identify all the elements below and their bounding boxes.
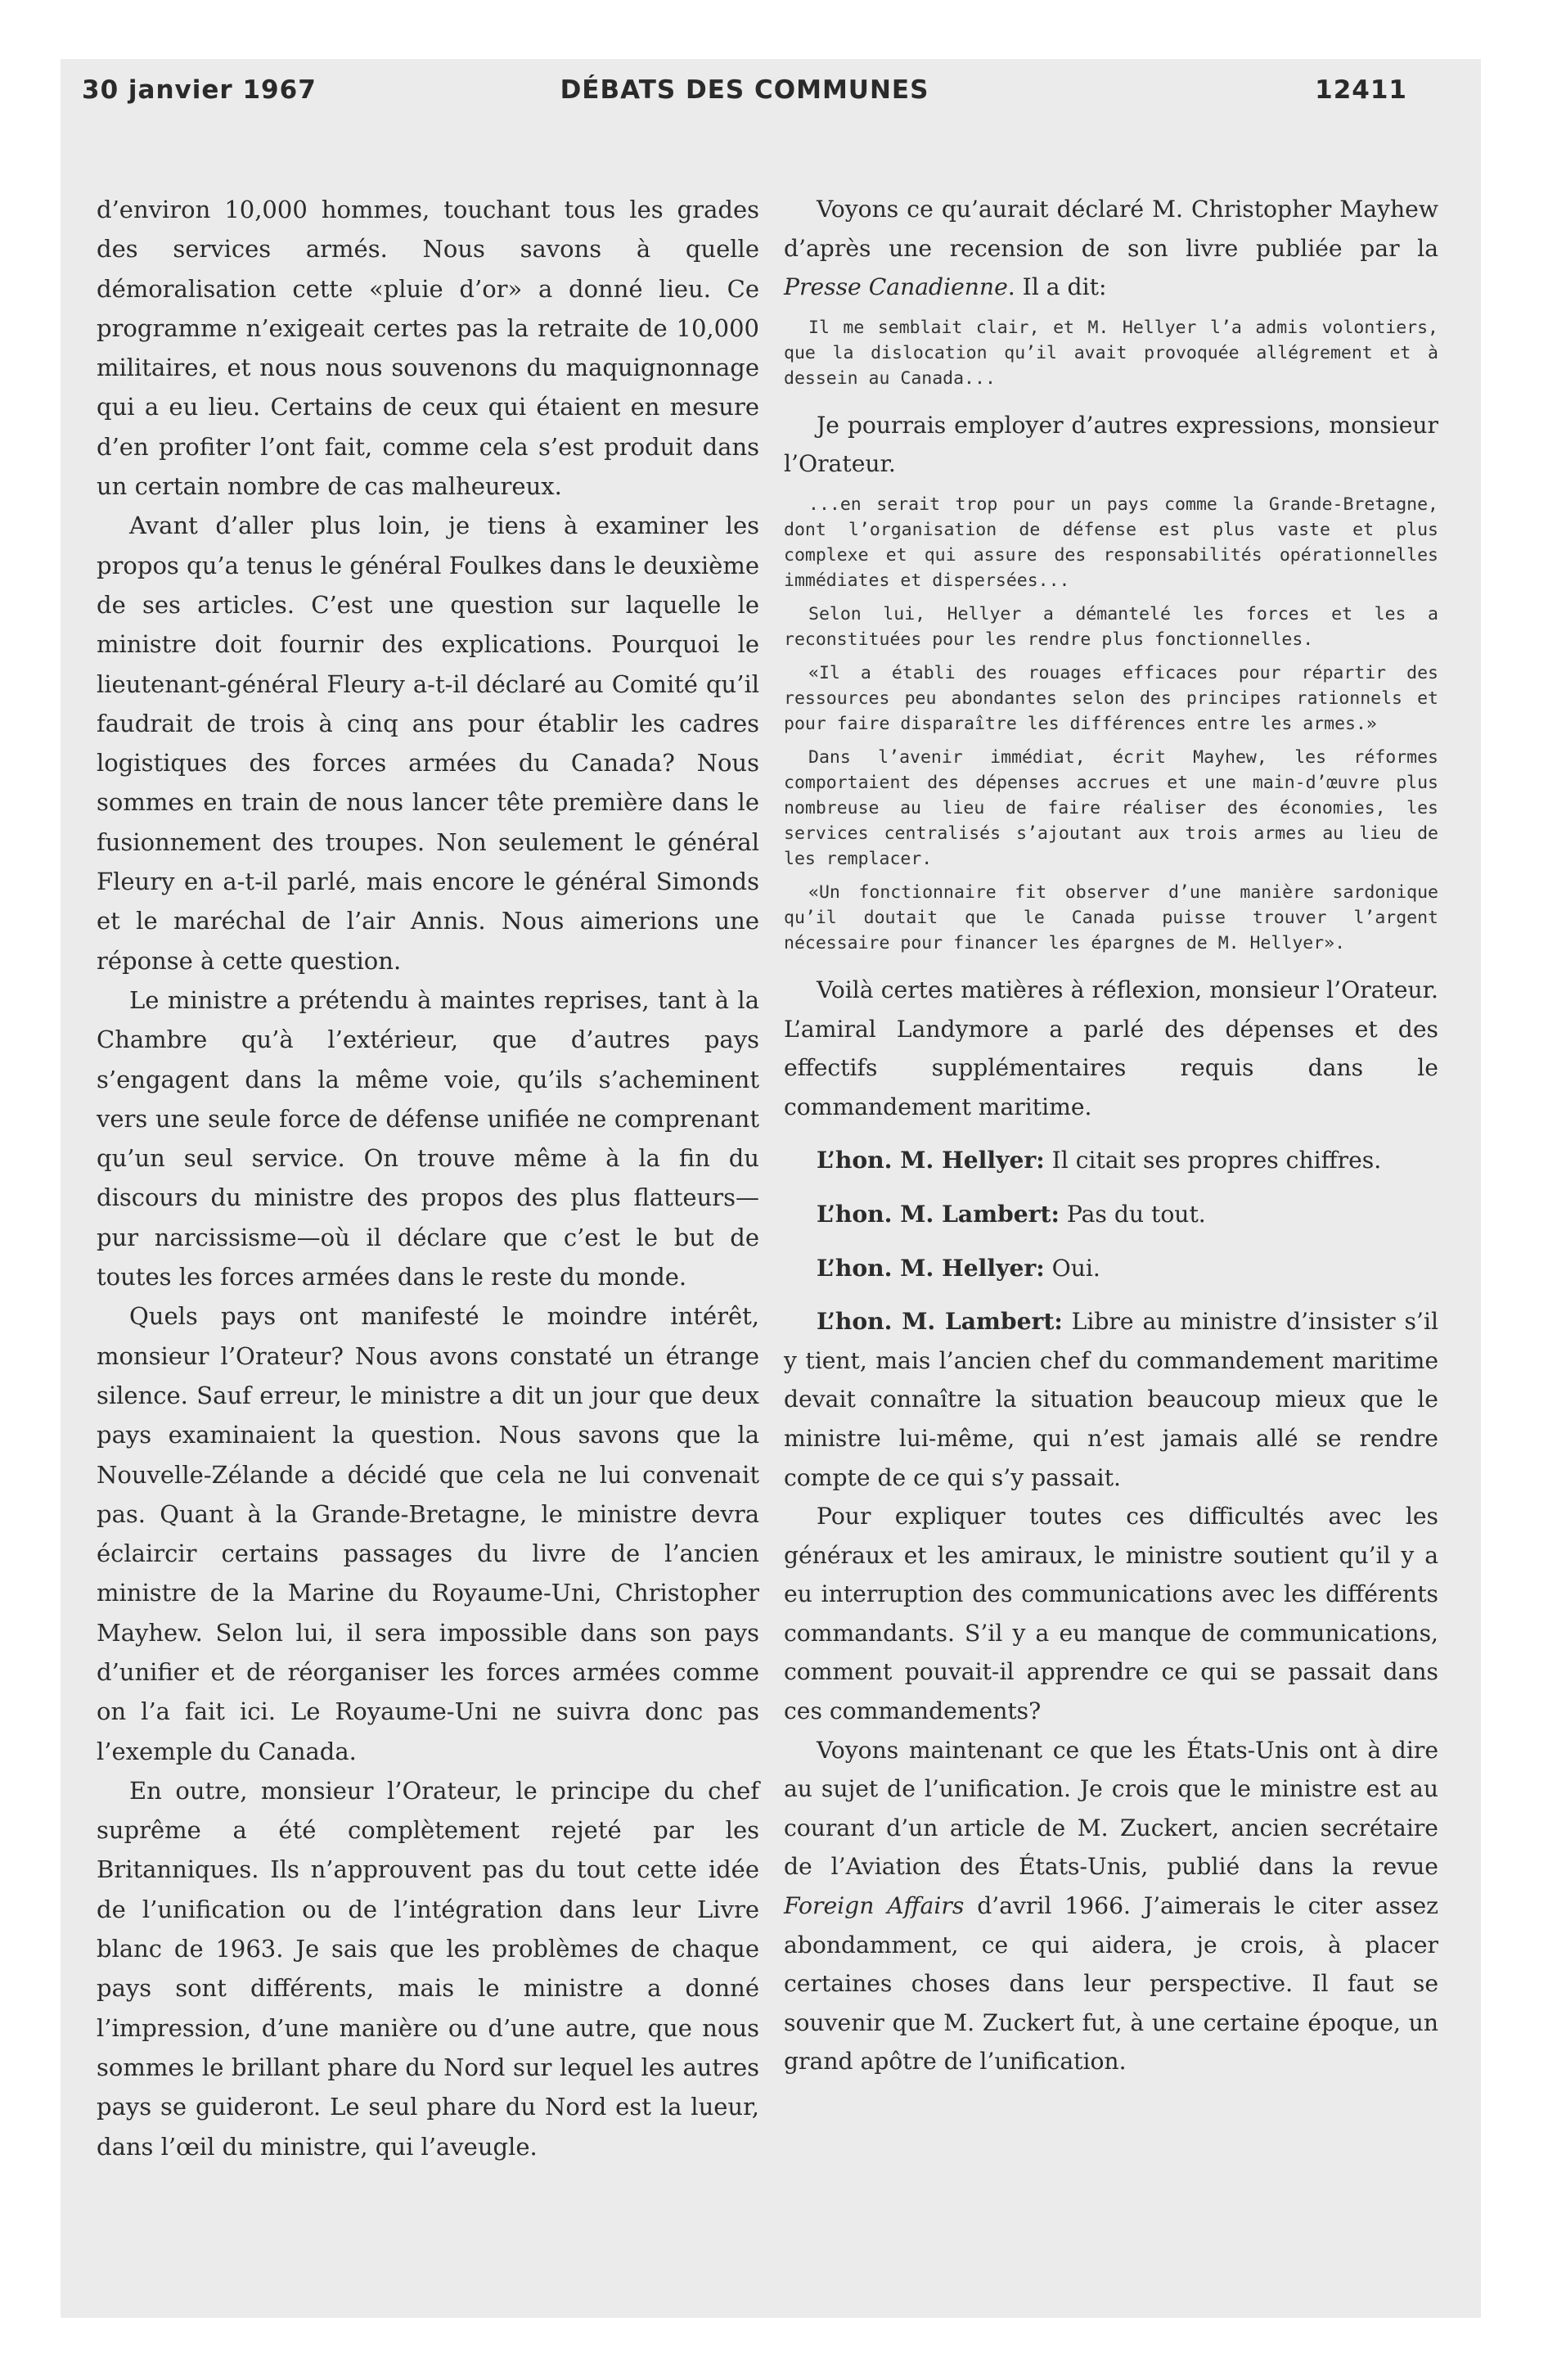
- publication-name: Presse Canadienne: [784, 273, 1008, 301]
- paragraph: d’environ 10,000 hommes, touchant tous les grades des services armés. Nous savons à quelle démoralisation cette «pluie d’or» a donné lieu. Ce programme n’exigeait certes pas la retraite de 10,000 militaires, et nous nous souvenons du maquignonnage qui a eu lieu. Certains de ceux qui étaient en mesure d’en profiter l’ont fait, comme cela s’est produit dans un certain nombre de cas malheureux.: [97, 196, 759, 501]
- paragraph: [784, 1731, 1438, 2081]
- block-quote: ...en serait trop pour un pays comme la Grande-Bretagne, dont l’organisation de défense est plus vaste et plus complexe et qui assure des responsabilités opérationnelles immédiates et dispersées...: [784, 494, 1438, 591]
- exchange: [784, 1249, 1438, 1288]
- header-date: 30 janvier 1967: [82, 75, 317, 105]
- speech-text: Il citait ses propres chiffres.: [1044, 1147, 1382, 1174]
- exchange: [784, 1302, 1438, 1497]
- paragraph: En outre, monsieur l’Orateur, le principe du chef suprême a été complètement rejeté par les Britanniques. Ils n’approuvent pas du tout cette idée de l’unification ou de l’intégration dans leur Livre blanc de 1963. Je sais que les problèmes de chaque pays sont différents, mais le ministre a donné l’impression, d’une manière ou d’une autre, que nous sommes le brillant phare du Nord sur lequel les autres pays se guideront. Le seul phare du Nord est la lueur, dans l’œil du ministre, qui l’aveugle.: [97, 1776, 759, 2161]
- exchange: [784, 1195, 1438, 1234]
- paragraph: Quels pays ont manifesté le moindre intérêt, monsieur l’Orateur? Nous avons constaté un étrange silence. Sauf erreur, le ministre a dit un jour que deux pays examinaient la question. Nous savons que la Nouvelle-Zélande a décidé que cela ne lui convenait pas. Quant à la Grande-Bretagne, le ministre devra éclaircir certains passages du livre de l’ancien ministre de la Marine du Royaume-Uni, Christopher Mayhew. Selon lui, il sera impossible dans son pays d’unifier et de réorganiser les forces armées comme on l’a fait ici. Le Royaume-Uni ne suivra donc pas l’exemple du Canada.: [97, 1302, 759, 1765]
- paragraph: Le ministre a prétendu à maintes reprises, tant à la Chambre qu’à l’extérieur, que d’autres pays s’engagent dans la même voie, qu’ils s’acheminent vers une seule force de défense unifiée ne comprenant qu’un seul service. On trouve même à la fin du discours du ministre des propos des plus flatteurs—pur narcissisme—où il déclare que c’est le but de toutes les forces armées dans le reste du monde.: [97, 985, 759, 1291]
- page-header: [82, 75, 1407, 124]
- speaker-name: L’hon. M. Hellyer:: [817, 1254, 1045, 1282]
- speaker-name: L’hon. M. Lambert:: [817, 1308, 1063, 1336]
- left-column: [97, 190, 759, 2166]
- block-quote: Selon lui, Hellyer a démantelé les forces et les a reconstituées pour les rendre plus fonctionnelles.: [784, 603, 1438, 650]
- paragraph: Je pourrais employer d’autres expressions, monsieur l’Orateur.: [784, 411, 1438, 478]
- paragraph: Pour expliquer toutes ces difficultés avec les généraux et les amiraux, le ministre soutient qu’il y a eu interruption des communications avec les différents commandants. S’il y a eu manque de communications, comment pouvait-il apprendre ce qui se passait dans ces commandements?: [784, 1503, 1438, 1725]
- paragraph-text: Voyons ce qu’aurait déclaré M. Christopher Mayhew d’après une recension de son livre publiée par la: [784, 196, 1438, 262]
- publication-name: Foreign Affairs: [784, 1892, 965, 1920]
- block-quote: Il me semblait clair, et M. Hellyer l’a admis volontiers, que la dislocation qu’il avait provoquée allégrement et à dessein au Canada...: [784, 317, 1438, 389]
- speaker-name: L’hon. M. Lambert:: [817, 1200, 1060, 1228]
- speaker-name: L’hon. M. Hellyer:: [817, 1147, 1045, 1174]
- speech-text: Oui.: [1044, 1254, 1100, 1282]
- paragraph-text: . Il a dit:: [1007, 273, 1107, 301]
- speech-text: Pas du tout.: [1059, 1200, 1206, 1228]
- header-title: DÉBATS DES COMMUNES: [560, 75, 929, 105]
- speech-text: Libre au ministre d’insister s’il y tient, mais l’ancien chef du commandement maritime devait connaître la situation beaucoup mieux que le ministre lui-même, qui n’est jamais allé se rendre compte de ce qui s’y passait.: [784, 1308, 1438, 1491]
- paragraph-text: Voyons maintenant ce que les États-Unis ont à dire au sujet de l’unification. Je crois que le ministre est au courant d’un article de M. Zuckert, ancien secrétaire de l’Aviation des États-Unis, publié dans la revue: [784, 1736, 1438, 1881]
- paragraph-text: d’avril 1966. J’aimerais le citer assez abondamment, ce qui aidera, je crois, à placer certaines choses dans leur perspective. Il faut se souvenir que M. Zuckert fut, à une certaine époque, un grand apôtre de l’unification.: [784, 1892, 1438, 2076]
- exchange: [784, 1141, 1438, 1180]
- right-column: [784, 190, 1438, 2081]
- header-page-number: 12411: [1315, 75, 1407, 105]
- block-quote: «Un fonctionnaire fit observer d’une manière sardonique qu’il doutait que le Canada puisse trouver l’argent nécessaire pour financer les épargnes de M. Hellyer».: [784, 881, 1438, 953]
- paragraph: Voilà certes matières à réflexion, monsieur l’Orateur. L’amiral Landymore a parlé des dépenses et des effectifs supplémentaires requis dans le commandement maritime.: [784, 976, 1438, 1120]
- block-quote: Dans l’avenir immédiat, écrit Mayhew, les réformes comportaient des dépenses accrues et une main-d’œuvre plus nombreuse au lieu de faire réaliser des économies, les services centralisés s’ajoutant aux trois armes au lieu de les remplacer.: [784, 746, 1438, 869]
- paragraph: Avant d’aller plus loin, je tiens à examiner les propos qu’a tenus le général Foulkes dans le deuxième de ses articles. C’est une question sur laquelle le ministre doit fournir des explications. Pourquoi le lieutenant-général Fleury a-t-il déclaré au Comité qu’il faudrait de trois à cinq ans pour établir les cadres logistiques des forces armées du Canada? Nous sommes en train de nous lancer tête première dans le fusionnement des troupes. Non seulement le général Fleury en a-t-il parlé, mais encore le général Simonds et le maréchal de l’air Annis. Nous aimerions une réponse à cette question.: [97, 512, 759, 975]
- block-quote: «Il a établi des rouages efficaces pour répartir des ressources peu abondantes selon des principes rationnels et pour faire disparaître les différences entre les armes.»: [784, 662, 1438, 734]
- paragraph: [784, 190, 1438, 307]
